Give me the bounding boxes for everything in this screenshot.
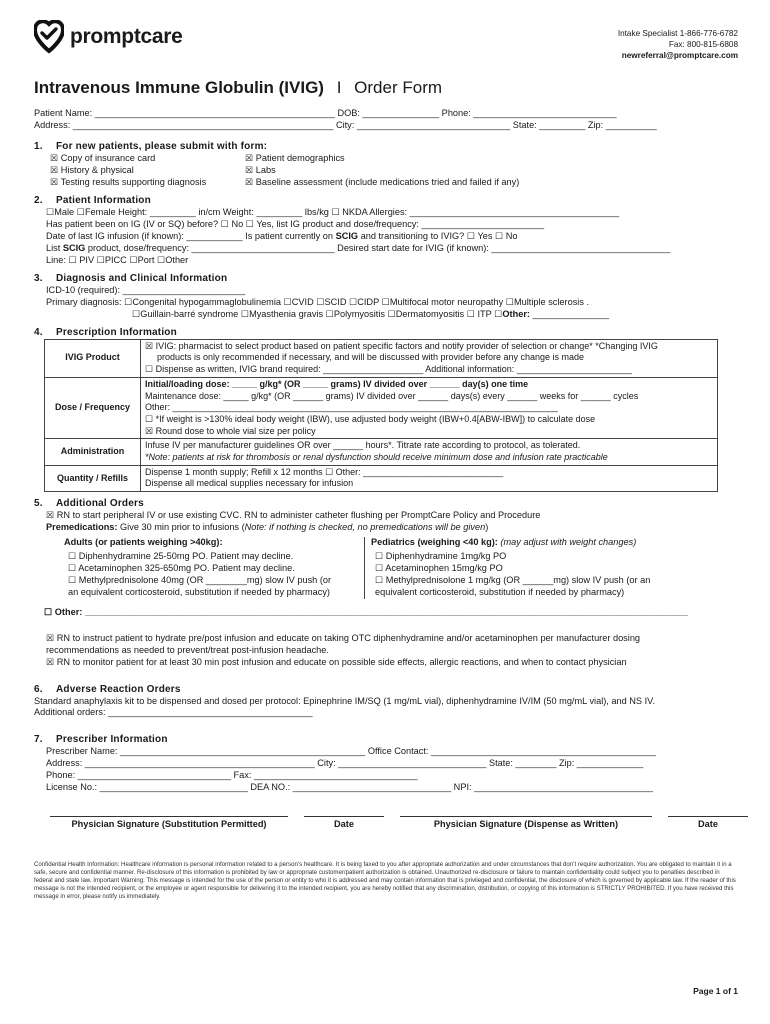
premed-option[interactable]: ☐ Methylprednisolone 1 mg/kg (OR ______mg) slow IV push (or an [375, 574, 651, 585]
prescriber-phone-field[interactable]: Phone: ______________________________ Fax: ________________________________ [46, 770, 418, 781]
page-number: Page 1 of 1 [693, 986, 738, 996]
prescription-table [44, 339, 718, 492]
row-label: Quantity / Refills [45, 465, 141, 491]
checklist-item[interactable]: ☒ Baseline assessment (include medications tried and failed if any) [245, 177, 520, 188]
section-1-checklist [34, 153, 738, 189]
contact-info [618, 28, 738, 61]
premed-option[interactable]: ☐ Diphenhydramine 25-50mg PO. Patient may decline. [68, 550, 294, 561]
patient-info [34, 207, 738, 267]
premed-note: an equivalent corticosteroid, substitution if needed by pharmacy) [68, 586, 330, 597]
signature-substitution[interactable]: Physician Signature (Substitution Permitted) [50, 816, 288, 831]
signature-daw[interactable]: Physician Signature (Dispense as Written) [400, 816, 652, 831]
other-dose-field[interactable]: Other: _____________________________________________________________________________ [145, 402, 558, 413]
additional-orders-field[interactable]: Additional orders: ________________________________________ [34, 707, 313, 718]
table-row [45, 439, 718, 465]
adverse-orders [34, 696, 738, 720]
primary-diagnosis-options-2[interactable]: ☐Guillain-barré syndrome ☐Myasthenia gravis ☐Polymyositis ☐Dermatomyositis ☐ ITP ☐Other: _______________ [132, 308, 610, 319]
ivig-note: products is only recommended if necessary, and will be discussed with provider before any change is made [157, 352, 585, 363]
ivig-select-option[interactable]: ☒ IVIG: pharmacist to select product based on patient specific factors and notify provider of selection or change* *Changing IVIG [145, 340, 658, 351]
monitor-option[interactable]: ☒ RN to monitor patient for at least 30 min post infusion and educate on possible side effects, allergic reactions, and when to contact physician [46, 656, 627, 667]
prescriber-name-field[interactable]: Prescriber Name: ________________________________________________ Office Contact: ____________________________________________ [46, 746, 656, 757]
title-main: Intravenous Immune Globulin (IVIG) [34, 78, 324, 97]
premed-option[interactable]: ☐ Diphenhydramine 1mg/kg PO [375, 550, 507, 561]
section-7-heading: 7. Prescriber Information [34, 734, 168, 746]
title-sub: Order Form [354, 78, 443, 97]
signature-date[interactable]: Date [304, 816, 384, 831]
pediatrics-heading: Pediatrics (weighing <40 kg): (may adjust with weight changes) [371, 536, 637, 547]
form-title [34, 78, 738, 98]
checklist-item[interactable]: ☒ Labs [245, 165, 276, 176]
prior-ig-line[interactable]: Has patient been on IG (IV or SQ) before? ☐ No ☐ Yes, list IG product and dose/frequency: ________________________ [46, 219, 545, 230]
premed-option[interactable]: ☐ Acetaminophen 325-650mg PO. Patient may decline. [68, 562, 295, 573]
peripheral-iv-option[interactable]: ☒ RN to start peripheral IV or use existing CVC. RN to administer catheter flushing per PromptCare Policy and Procedure [46, 510, 541, 521]
supplies-note: Dispense all medical supplies necessary for infusion [145, 478, 354, 489]
row-label: IVIG Product [45, 339, 141, 377]
section-3-heading: 3. Diagnosis and Clinical Information [34, 272, 228, 284]
adults-column [34, 537, 364, 599]
adjusted-weight-option[interactable]: ☐ *If weight is >130% ideal body weight (IBW), use adjusted body weight (IBW+0.4[ABW-IBW]) to calculate dose [145, 413, 596, 424]
patient-block [34, 108, 738, 132]
icd10-field[interactable]: ICD-10 (required): ________________________ [46, 284, 246, 295]
signature-row [34, 816, 738, 831]
prescriber-info [34, 746, 738, 794]
heart-logo-icon [34, 20, 64, 54]
section-4-heading: 4. Prescription Information [34, 326, 177, 338]
logo-text: promptcare [70, 25, 183, 49]
infusion-rate-field[interactable]: Infuse IV per manufacturer guidelines OR over ______ hours*. Titrate rate according to protocol, as tolerated. [145, 440, 581, 451]
thrombosis-note: *Note: patients at risk for thrombosis or renal dysfunction should receive minimum dose and infusion rate practicable [145, 451, 608, 462]
section-2-heading: 2. Patient Information [34, 195, 151, 207]
checklist-item[interactable]: ☒ Testing results supporting diagnosis [50, 177, 207, 188]
row-label: Dose / Frequency [45, 377, 141, 438]
intake-phone: Intake Specialist 1-866-776-6782 [617, 29, 738, 38]
table-row [45, 339, 718, 377]
hydration-block [34, 633, 738, 669]
initial-dose-field[interactable]: Initial/loading dose: _____ g/kg* (OR _____ grams) IV divided over ______ day(s) one time [145, 378, 529, 389]
primary-diagnosis-options[interactable]: Primary diagnosis: ☐Congenital hypogammaglobulinemia ☐CVID ☐SCID ☐CIDP ☐Multifocal motor neuropathy ☐Multiple sclerosis . [46, 296, 590, 307]
premed-note: equivalent corticosteroid, substitution if needed by pharmacy) [375, 586, 625, 597]
maintenance-dose-field[interactable]: Maintenance dose: _____ g/kg* (OR ______ grams) IV divided over ______ days(s) every ______ weeks for ______ cycles [145, 390, 639, 401]
confidentiality-notice: Confidential Health Information: Healthcare information is personal information related to a person’s healthcare. It is being faxed to you after appropriate authorization and under circumstances that don’t require authorization. You are obligated to maintain it in a safe, secure and confidential manner. Re-disclosure of this information is prohibited by law or appropriate customer/patient authorization is obtained. Unauthorized re-disclosure or failure to maintain confidentiality could subject you to penalties described in federal and state law. Important Warning: This message is intended for the use of the person or entity to who it is addressed and may contain information that is privileged and confidential, the disclosure of which is governed by applicable law. If the reader of this message is not the intended recipient, or the employee or agent responsible for delivering it to the intended recipient, you are hereby notified that any discrimination, distribution, or copying of this information is STRICTLY PROHIBITED. If you have received this message in error, please notify us immediately. [34, 861, 736, 901]
header [34, 20, 738, 70]
logo [34, 20, 183, 54]
table-row [45, 377, 718, 438]
line-type[interactable]: Line: ☐ PIV ☐PICC ☐Port ☐Other [46, 254, 189, 265]
patient-vitals-line[interactable]: ☐Male ☐Female Height: _________ in/cm Weight: _________ lbs/kg ☐ NKDA Allergies: _________________________________________ [46, 207, 620, 218]
dispense-supply-option[interactable]: Dispense 1 month supply; Refill x 12 months ☐ Other: ____________________________ [145, 466, 504, 477]
dispense-as-written-option[interactable]: ☐ Dispense as written, IVIG brand required: ____________________ Additional information: _______________________ [145, 364, 632, 375]
anaphylaxis-kit-line: Standard anaphylaxis kit to be dispensed and dosed per protocol: Epinephrine IM/SQ (1 mg/mL vial), diphenhydramine IV/IM (50 mg/mL vial), and NS IV. [34, 695, 655, 706]
table-row [45, 465, 718, 491]
title-separator: I [336, 78, 342, 97]
additional-orders [34, 510, 738, 534]
pediatrics-column [364, 537, 724, 599]
signature-date[interactable]: Date [668, 816, 748, 831]
diagnosis-info [34, 285, 738, 321]
checklist-item[interactable]: ☒ Patient demographics [245, 153, 345, 164]
patient-address-line[interactable]: Address: ___________________________________________________ City: ______________________________ State: _________ Zip: __________ [34, 120, 657, 131]
round-dose-option[interactable]: ☒ Round dose to whole vial size per policy [145, 425, 316, 436]
other-premed-field[interactable]: ☐ Other: ______________________________________________________________________________________________________________________ [44, 606, 688, 617]
row-label: Administration [45, 439, 141, 465]
premed-option[interactable]: ☐ Acetaminophen 15mg/kg PO [375, 562, 503, 573]
license-field[interactable]: License No.: _____________________________ DEA NO.: _______________________________ NPI: ___________________________________ [46, 782, 653, 793]
checklist-item[interactable]: ☒ Copy of insurance card [50, 153, 156, 164]
hydrate-note: recommendations as needed to prevent/treat post-infusion headache. [46, 644, 329, 655]
fax-number: Fax: 800-815-6808 [668, 40, 738, 50]
patient-name-line[interactable]: Patient Name: _______________________________________________ DOB: _______________ Phone: ____________________________ [34, 108, 617, 119]
last-infusion-line[interactable]: Date of last IG infusion (if known): ___________ Is patient currently on SCIG and transitioning to IVIG? ☐ Yes ☐ No [46, 231, 518, 242]
section-6-heading: 6. Adverse Reaction Orders [34, 683, 181, 695]
section-5-heading: 5. Additional Orders [34, 498, 144, 510]
checklist-item[interactable]: ☒ History & physical [50, 165, 134, 176]
premedication-columns [34, 537, 738, 599]
hydrate-option[interactable]: ☒ RN to instruct patient to hydrate pre/post infusion and educate on taking OTC diphenhydramine and/or acetaminophen per manufacturer dosing [46, 632, 641, 643]
scig-product-line[interactable]: List SCIG product, dose/frequency: ____________________________ Desired start date for IVIG (if known): ___________________________________ [46, 243, 671, 254]
section-1-heading: 1. For new patients, please submit with form: [34, 141, 268, 153]
referral-email[interactable]: newreferral@promptcare.com [621, 51, 738, 61]
premedications-line: Premedications: Give 30 min prior to infusions (Note: if nothing is checked, no premedications will be given) [46, 521, 489, 532]
prescriber-address-field[interactable]: Address: _____________________________________________ City: _____________________________ State: ________ Zip: _____________ [46, 758, 644, 769]
adults-heading: Adults (or patients weighing >40kg): [64, 536, 223, 547]
premed-option[interactable]: ☐ Methylprednisolone 40mg (OR ________mg) slow IV push (or [68, 574, 332, 585]
